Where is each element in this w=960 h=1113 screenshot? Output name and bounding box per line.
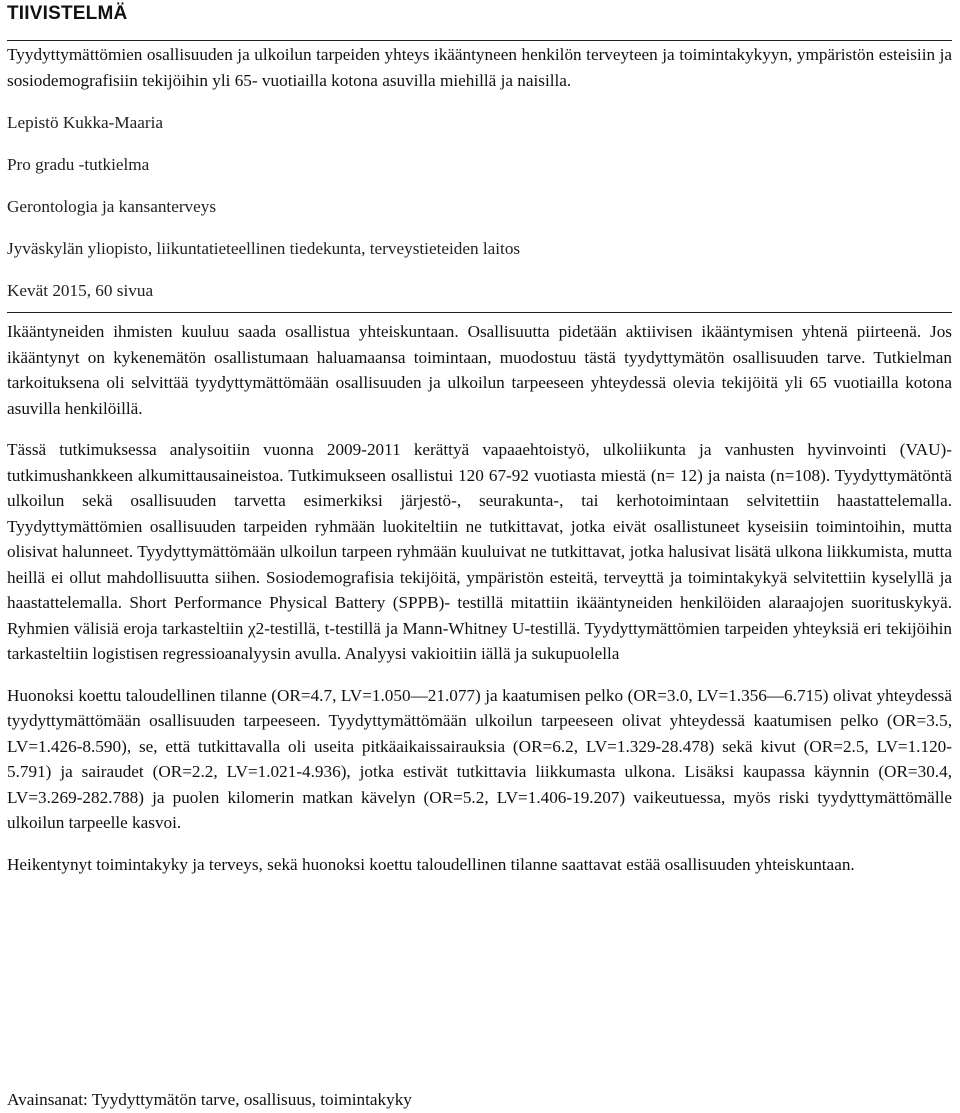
abstract-paragraph-methods: Tässä tutkimuksessa analysoitiin vuonna 2009-2011 kerättyä vapaaehtoistyö, ulkoliikunta ja vanhusten hyvinvointi (VAU)- tutkimushankkeen alkumittausaineistoa. Tutkimukseen osallistui 120 67-92 vuotiasta miestä (n= 12) ja naista (n=108). Tyydyttymätöntä ulkoilun sekä osallisuuden tarvetta esimerkiksi järjestö-, seurakunta-, tai kerhotoimintaan selvitettiin haastattelemalla. Tyydyttymättömien osallisuuden tarpeiden ryhmään luokiteltiin ne tutkittavat, jotka eivät osallistuneet kyseisiin toimintoihin, mutta olisivat halunneet. Tyydyttymättömään ulkoilun tarpeen ryhmään kuuluivat ne tutkittavat, jotka halusivat lisätä ulkona liikkumista, mutta heillä ei ollut mahdollisuutta siihen. Sosiodemografisia tekijöitä, ympäristön esteitä, terveyttä ja toimintakykyä selvitettiin kyselyllä ja haastattelemalla. Short Performance Physical Battery (SPPB)- testillä mitattiin ikääntyneiden henkilöiden alaraajojen suorituskykyä. Ryhmien välisiä eroja tarkasteltiin χ2-testillä, t-testillä ja Mann-Whitney U-testillä. Tyydyttymättömien tarpeiden yhteyksiä eri tekijöihin tarkasteltiin logistisen regressioanalyysin avulla. Analyysi vakioitiin iällä ja sukupuolella xyxy=(7,440,952,663)
institution: Jyväskylän yliopisto, liikuntatieteellinen tiedekunta, terveystieteiden laitos xyxy=(7,239,521,258)
section-divider xyxy=(7,312,952,313)
top-divider xyxy=(7,40,952,41)
abstract-page xyxy=(7,0,952,1109)
date-and-pages: Kevät 2015, 60 sivua xyxy=(7,281,154,300)
thesis-type: Pro gradu -tutkielma xyxy=(7,155,150,174)
abstract-paragraph-intro: Ikääntyneiden ihmisten kuuluu saada osallistua yhteiskuntaan. Osallisuutta pidetään aktiivisen ikääntymisen yhtenä piirteenä. Jos ikääntynyt on kykenemätön osallistumaan haluamaansa toimintaan, muodostuu tästä tyydyttymätön osallisuuden tarve. Tutkielman tarkoituksena oli selvittää tyydyttymättömään osallisuuden ja ulkoilun tarpeeseen yhteydessä olevia tekijöitä yli 65 vuotiailla kotona asuvilla henkilöillä. xyxy=(7,322,952,418)
abstract-paragraph-results: Huonoksi koettu taloudellinen tilanne (OR=4.7, LV=1.050—21.077) ja kaatumisen pelko (OR=3.0, LV=1.356—6.715) olivat yhteydessä tyydyttymättömään osallisuuden tarpeeseen. Tyydyttymättömään ulkoilun tarpeeseen olivat yhteydessä kaatumisen pelko (OR=3.5, LV=1.426-8.590), se, että tutkittavalla oli useita pitkäaikaissairauksia (OR=6.2, LV=1.329-28.478) sekä kivut (OR=2.5, LV=1.120-5.791) ja sairaudet (OR=2.2, LV=1.021-4.936), jotka estivät tutkittavia liikkumasta ulkona. Lisäksi kaupassa käynnin (OR=30.4, LV=3.269-282.788) ja puolen kilomerin matkan kävelyn (OR=5.2, LV=1.406-19.207) vaikeutuessa, myös riski tyydyttymättömälle ulkoilun tarpeelle kasvoi. xyxy=(7,685,952,832)
thesis-title: Tyydyttymättömien osallisuuden ja ulkoilun tarpeiden yhteys ikääntyneen henkilön terveyteen ja toimintakykyyn, ympäristön esteisiin ja sosiodemografisiin tekijöihin yli 65- vuotiailla kotona asuvilla miehillä ja naisilla. xyxy=(7,45,952,90)
author-name: Lepistö Kukka-Maaria xyxy=(7,113,164,132)
discipline: Gerontologia ja kansanterveys xyxy=(7,197,217,216)
keywords: Avainsanat: Tyydyttymätön tarve, osallisuus, toimintakyky xyxy=(7,1090,412,1109)
abstract-paragraph-conclusion: Heikentynyt toimintakyky ja terveys, sekä huonoksi koettu taloudellinen tilanne saattavat estää osallisuuden yhteiskuntaan. xyxy=(7,854,855,874)
page-heading: TIIVISTELMÄ xyxy=(7,3,128,24)
